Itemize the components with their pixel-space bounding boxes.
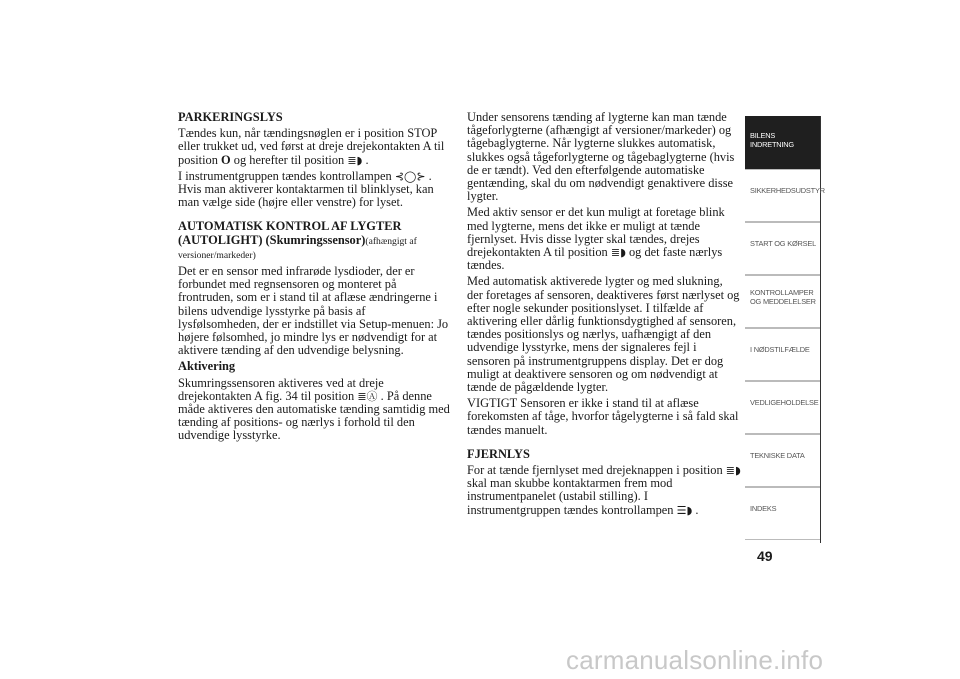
heading-autolight <box>178 220 450 262</box>
position-o-label: O <box>221 152 231 167</box>
paragraph-auto-off: Med automatisk aktiverede lygter og med slukning, der foretages af sensoren, deaktiveres først nærlyset og efter nogle sekunder positionslyset. I tilfælde af aktivering eller dårlig funktionsdygtighed af sensoren, tændes positionslys og nærlys, uafhængigt af den udvendige lysstyrke, mens der signaleres fejl i sensoren på instrumentgruppens display. Det er dog muligt at deaktivere sensoren og om nødvendigt at tænde de pågældende lygter. <box>467 274 740 395</box>
paragraph-flash <box>467 206 741 272</box>
tab-indeks[interactable]: INDEKS <box>745 487 820 540</box>
text-segment: . <box>362 152 369 167</box>
paragraph-parking-2 <box>178 170 450 210</box>
page-number: 49 <box>757 548 773 564</box>
heading-parking-lights: PARKERINGSLYS <box>178 110 283 124</box>
heading-note: (afhængigt af versioner/markeder) <box>178 235 417 261</box>
tab-vedligeholdelse[interactable]: VEDLIGEHOLDELSE <box>745 381 820 434</box>
tab-sikkerhedsudstyr[interactable]: SIKKERHEDSUDSTYR <box>745 169 820 222</box>
paragraph-sensor: Det er en sensor med infrarøde lysdioder, der er forbundet med regnsensoren og monteret på frontruden, som er i stand til at aflæse ændringerne i bilens udvendige lysstyrke på basis af lysfølsomheden, der er indstillet via Setup-menuen: Jo højere følsomhed, jo mindre lys er nødvendigt for at aktivere tænding af den udvendige belysning. <box>178 264 449 358</box>
position-lights-icon: ⊰◯⊱ <box>394 169 426 183</box>
text-segment: og herefter til position <box>230 152 348 167</box>
high-beam-icon: ☰◗ <box>676 503 693 517</box>
watermark: carmanualsonline.info <box>566 645 824 675</box>
text-segment: . Hvis man aktiverer kontaktarmen til blinklyset, kan man vælge side (højre eller venstre) for lyset. <box>178 168 434 210</box>
heading-activation: Aktivering <box>178 359 236 374</box>
text-segment: skal man skubbe kontaktarmen frem mod instrumentpanelet (ustabil stilling). I instrumentgruppen tændes kontrollampen <box>467 476 677 517</box>
right-column <box>467 111 741 517</box>
tab-bilens-indretning[interactable]: BILENS INDRETNING <box>745 116 820 169</box>
text-segment: . På denne måde aktiveres den automatiske tænding samtidig med tænding af positions- og nærlys i forhold til den udvendige lysstyrke. <box>178 388 450 443</box>
paragraph-parking-1 <box>178 127 450 167</box>
text-segment: I instrumentgruppen tændes kontrollampen <box>178 168 395 183</box>
text-segment: For at tænde fjernlyset med drejeknappen i position <box>467 463 726 478</box>
chapter-tabs <box>745 116 825 543</box>
left-column <box>178 111 450 443</box>
paragraph-high-beam <box>467 464 741 517</box>
heading-high-beam: FJERNLYS <box>467 446 530 461</box>
low-beam-icon: ≣◗ <box>610 246 626 260</box>
tab-tekniske-data[interactable]: TEKNISKE DATA <box>745 434 820 487</box>
heading-text: AUTOMATISK KONTROL AF LYGTER (AUTOLIGHT) (Skumringssensor) <box>178 219 402 247</box>
text-segment: Skumringssensoren aktiveres ved at dreje drejekontakten A fig. 34 til position <box>178 375 384 403</box>
low-beam-icon: ≣◗ <box>347 153 363 167</box>
paragraph-important: VIGTIGT Sensoren er ikke i stand til at aflæse forekomsten af tåge, hvorfor tågelygterne i så fald skal tændes manuelt. <box>467 396 739 437</box>
text-segment: Med aktiv sensor er det kun muligt at foretage blink med lygterne, mens det ikke er muligt at tænde fjernlyset. Hvis disse lygter skal tændes, drejes drejekontakten A til position <box>467 205 725 260</box>
auto-light-icon: ≣Ⓐ <box>357 389 378 403</box>
text-segment: Tændes kun, når tændingsnøglen er i position STOP eller trukket ud, ved først at dreje drejekontakten A til position <box>178 126 445 167</box>
paragraph-fog-lights: Under sensorens tænding af lygterne kan man tænde tågeforlygterne (afhængigt af versioner/markeder) og tågebaglygterne. Når lygterne slukkes automatisk, slukkes også tågeforlygterne og tågebaglygterne (hvis de er tændt). Ved den efterfølgende automatiske gentænding, skal du om nødvendigt genaktivere disse lygter. <box>467 110 735 204</box>
tab-start-og-korsel[interactable]: START OG KØRSEL <box>745 222 820 275</box>
paragraph-activation <box>178 377 450 443</box>
low-beam-icon: ≣◗ <box>725 464 741 478</box>
text-segment: . <box>692 502 699 517</box>
tab-kontrollamper[interactable]: KONTROLLAMPER OG MEDDELELSER <box>745 275 820 328</box>
text-segment: og det faste nærlys tændes. <box>467 245 723 273</box>
tab-i-nodstilfaelde[interactable]: I NØDSTILFÆLDE <box>745 328 820 381</box>
